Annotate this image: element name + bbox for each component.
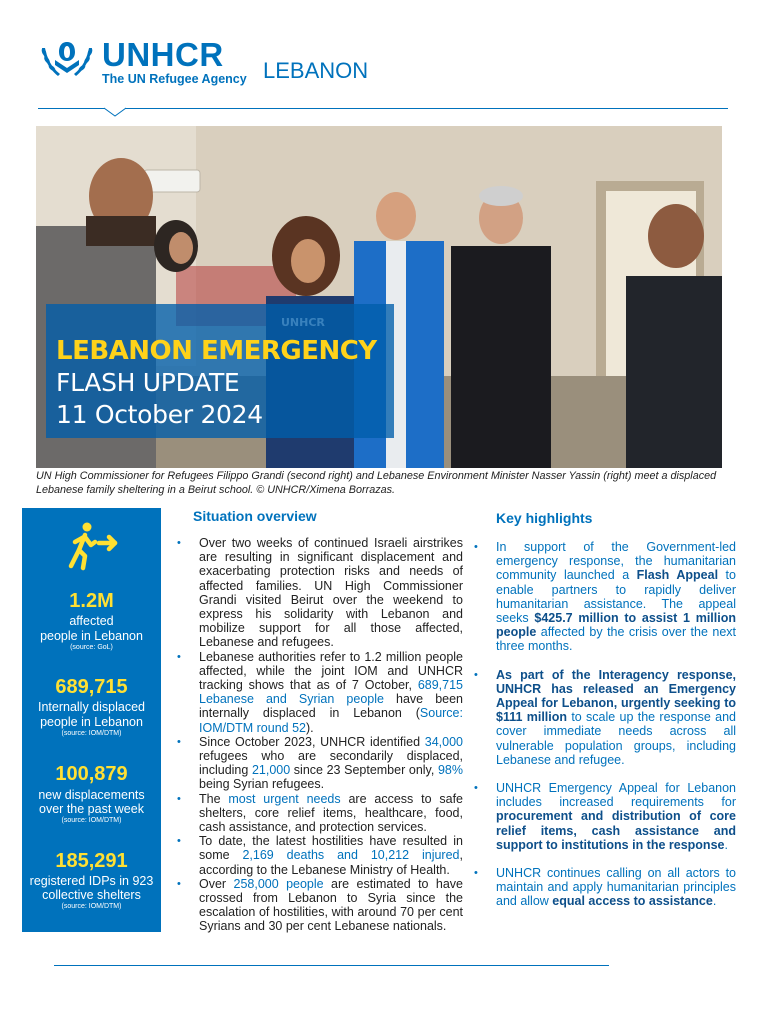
country-label: LEBANON — [263, 58, 369, 83]
situation-text: refugees who are secondarily displaced, including — [199, 749, 463, 778]
highlight-bullet — [472, 540, 736, 654]
highlight-bold: As part of the Interagency response, UNHCR has released an Emergency Appeal for Lebanon, urgently seeking to $111 million — [496, 667, 736, 725]
highlight-bullet — [472, 866, 736, 909]
casualties-link[interactable]: 2,169 deaths and 10,212 injured — [242, 848, 460, 863]
brand-tagline: The UN Refugee Agency — [102, 72, 247, 86]
situation-text: being Syrian refugees. — [199, 777, 325, 792]
highlight-text: . — [712, 894, 717, 909]
situation-text: To date, the latest hostilities have resulted in some — [199, 834, 463, 863]
title-date: 11 October 2024 — [56, 400, 263, 429]
stat-new-displacements-label2: over the past week — [39, 802, 144, 816]
situation-text: Over two weeks of continued Israeli airstrikes are resulting in significant displacement and exacerbating protection risks and needs of affected families. UN High Commissioner Grandi visited Beirut over the weekend to express his solidarity with Lebanon and mobilize support for all those affected, Lebanese and refugees. — [199, 536, 463, 650]
situation-bullet — [175, 536, 463, 650]
photo-caption: UN High Commissioner for Refugees Filippo Grandi (second right) and Lebanese Environment Minister Nasser Yassin (right) meet a displaced Lebanese family sheltering in a Beirut school. © UNHCR/Ximena Borrazas. — [36, 470, 717, 496]
urgent-needs-link[interactable]: most urgent needs — [228, 791, 341, 806]
unhcr-logo-icon — [38, 38, 96, 84]
secondary-displaced-link[interactable]: 34,000 — [424, 734, 463, 749]
situation-text: are access to safe shelters, core relief items, healthcare, food, cash assistance, and protection services. — [199, 791, 463, 835]
highlight-text: In support of the Government-led emergency response, the humanitarian community launched a — [496, 540, 736, 583]
highlight-bullet — [472, 668, 736, 767]
situation-bullet — [175, 735, 463, 792]
situation-overview — [175, 536, 463, 934]
stat-affected-source: (source: GoL) — [70, 644, 113, 651]
situation-text: The — [199, 791, 229, 806]
stat-idp-source: (source: IOM/DTM) — [61, 730, 122, 737]
brand-name: UNHCR — [102, 36, 224, 73]
stat-shelters-source: (source: IOM/DTM) — [61, 903, 122, 910]
situation-bullet — [175, 792, 463, 835]
syrian-percentage-link[interactable]: 98% — [437, 763, 463, 778]
situation-bullet — [175, 834, 463, 877]
situation-text: ). — [305, 720, 314, 735]
key-highlights — [472, 540, 736, 923]
highlight-text: UNHCR continues calling on all actors to maintain and apply humanitarian principles and allow — [496, 866, 736, 909]
source-link[interactable]: Source: IOM/DTM round 52 — [199, 706, 463, 735]
stat-affected-label1: affected — [69, 614, 114, 628]
title-flash-update: FLASH UPDATE — [56, 368, 240, 397]
header-divider — [38, 108, 728, 109]
key-highlights-title: Key highlights — [496, 510, 593, 526]
brand-block — [102, 38, 247, 86]
running-person-icon — [63, 520, 121, 572]
highlight-bold: Flash Appeal — [636, 568, 719, 583]
stat-idp-label1: Internally displaced — [37, 700, 145, 714]
highlight-bold: equal access to assistance — [552, 894, 713, 909]
stat-shelters-value: 185,291 — [55, 850, 128, 872]
since-september-link[interactable]: 21,000 — [251, 763, 291, 778]
stat-new-displacements-label1: new displacements — [38, 788, 145, 802]
stat-idp-value: 689,715 — [55, 676, 128, 698]
situation-text: are estimated to have crossed from Lebanon to Syria since the escalation of hostilities, with around 70 per cent Syrians and 30 per cent Lebanese nationals. — [199, 876, 464, 934]
highlight-text: . — [724, 837, 728, 852]
highlight-bold: $425.7 million to assist 1 million people — [496, 611, 736, 640]
header-notch-icon — [104, 103, 126, 117]
displaced-link[interactable]: 689,715 Lebanese and Syrian people — [199, 678, 463, 707]
highlight-text: UNHCR Emergency Appeal for Lebanon includes increased requirements for — [496, 781, 736, 810]
situation-bullet — [175, 877, 463, 934]
situation-overview-title: Situation overview — [193, 508, 317, 524]
footer-divider — [54, 965, 609, 966]
stat-idp-label2: people in Lebanon — [40, 715, 143, 729]
situation-bullet — [175, 650, 463, 735]
stat-shelters-label2: collective shelters — [42, 888, 141, 902]
title-emergency: LEBANON EMERGENCY — [56, 336, 377, 366]
situation-text: have been internally displaced in Lebanon ( — [199, 692, 464, 721]
situation-text: Since October 2023, UNHCR identified — [199, 734, 425, 749]
situation-text: since 23 September only, — [290, 763, 438, 778]
stat-new-displacements-value: 100,879 — [55, 763, 128, 785]
stats-panel — [22, 508, 161, 932]
situation-text: Over — [199, 876, 234, 891]
situation-text: , according to the Lebanese Ministry of Health. — [199, 848, 463, 877]
stat-affected-label2: people in Lebanon — [40, 629, 143, 643]
stat-shelters-label1: registered IDPs in 923 — [29, 874, 154, 888]
highlight-text: to enable partners to rapidly deliver humanitarian assistance. The appeal seeks — [496, 568, 736, 626]
situation-text: Lebanese authorities refer to 1.2 million people affected, while the joint IOM and UNHCR tracking shows that as of 7 October, — [199, 649, 463, 693]
stat-new-displacements-source: (source: IOM/DTM) — [61, 817, 122, 824]
highlight-bold: procurement and distribution of core relief items, cash assistance and support to institutions in the response — [496, 809, 736, 852]
stat-affected-value: 1.2M — [69, 590, 114, 612]
crossings-link[interactable]: 258,000 people — [233, 876, 324, 891]
highlight-bullet — [472, 781, 736, 852]
highlight-text: to scale up the response and cover immediate needs across all vulnerable population groups, including Lebanese and refugee. — [496, 710, 736, 767]
highlight-text: affected by the crisis over the next three months. — [496, 625, 736, 654]
